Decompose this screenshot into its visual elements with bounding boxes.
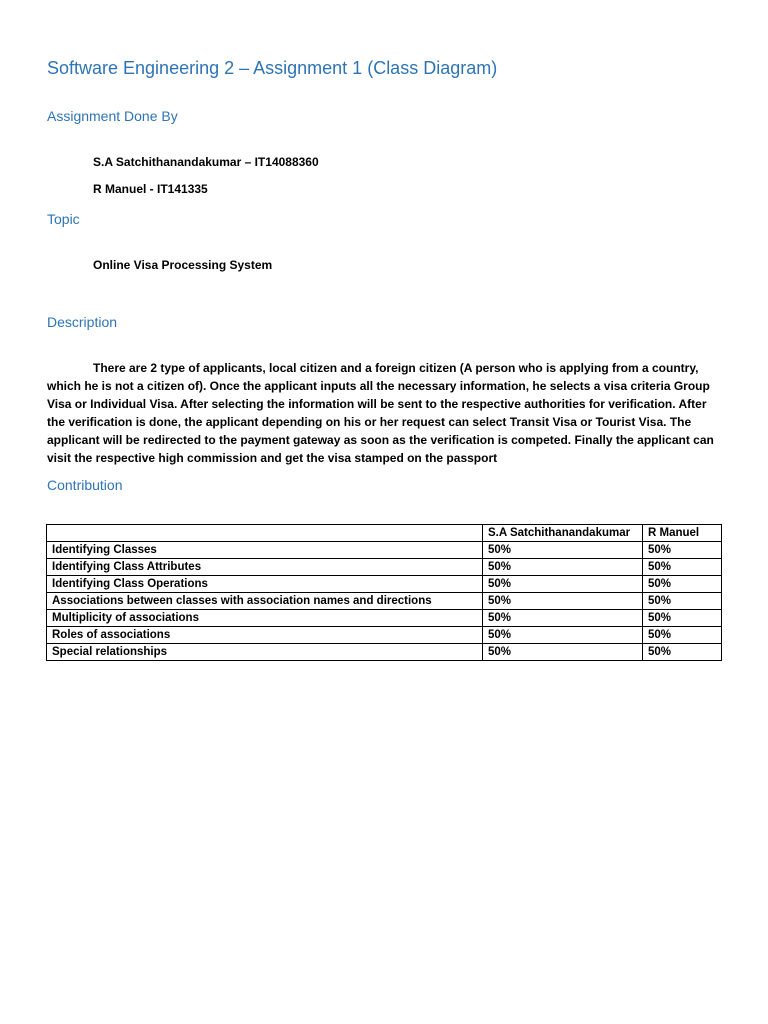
description-text: There are 2 type of applicants, local citizen and a foreign citizen (A person who is applying from a country, which he is not a citizen of). Once the applicant inputs all the necessary information, he selects a visa criteria Group Visa or Individual Visa. After selecting the information will be sent to the respective authorities for verification. After the verification is done, the applicant depending on his or her request can select Transit Visa or Tourist Visa. The applicant will be redirected to the payment gateway as soon as the verification is competed. Finally the applicant can visit the respective high commission and get the visa stamped on the passport [47,361,714,465]
table-row [47,542,722,559]
table-cell: 50% [483,610,643,627]
contribution-heading: Contribution [47,477,123,493]
document-title: Software Engineering 2 – Assignment 1 (Class Diagram) [47,58,498,78]
table-cell: Associations between classes with association names and directions [47,593,483,610]
table-cell: Special relationships [47,644,483,661]
table-cell: Identifying Class Attributes [47,559,483,576]
table-cell: Identifying Classes [47,542,483,559]
author-line-1: S.A Satchithanandakumar – IT14088360 [93,155,319,169]
table-cell: 50% [643,542,722,559]
table-cell: 50% [643,576,722,593]
table-header-row [47,525,722,542]
table-cell: 50% [643,627,722,644]
table-row [47,644,722,661]
table-cell: 50% [643,644,722,661]
table-row [47,559,722,576]
table-header-cell: S.A Satchithanandakumar [483,525,643,542]
topic-text: Online Visa Processing System [93,258,273,272]
table-row [47,610,722,627]
table-row [47,593,722,610]
table-cell: 50% [483,559,643,576]
table-cell: 50% [483,593,643,610]
table-row [47,627,722,644]
topic-heading: Topic [47,211,80,227]
table-cell: 50% [643,593,722,610]
table-cell: Roles of associations [47,627,483,644]
table-header-cell: R Manuel [643,525,722,542]
table-cell: 50% [643,610,722,627]
description-heading: Description [47,314,118,330]
table-cell: 50% [483,576,643,593]
table-cell: 50% [483,644,643,661]
table-cell: 50% [483,627,643,644]
table-cell: Multiplicity of associations [47,610,483,627]
author-line-2: R Manuel - IT141335 [93,182,208,196]
table-cell: 50% [643,559,722,576]
table-row [47,576,722,593]
table-header-cell [47,525,483,542]
assignment-heading: Assignment Done By [47,108,178,124]
contribution-table [46,524,722,661]
table-cell: 50% [483,542,643,559]
table-cell: Identifying Class Operations [47,576,483,593]
